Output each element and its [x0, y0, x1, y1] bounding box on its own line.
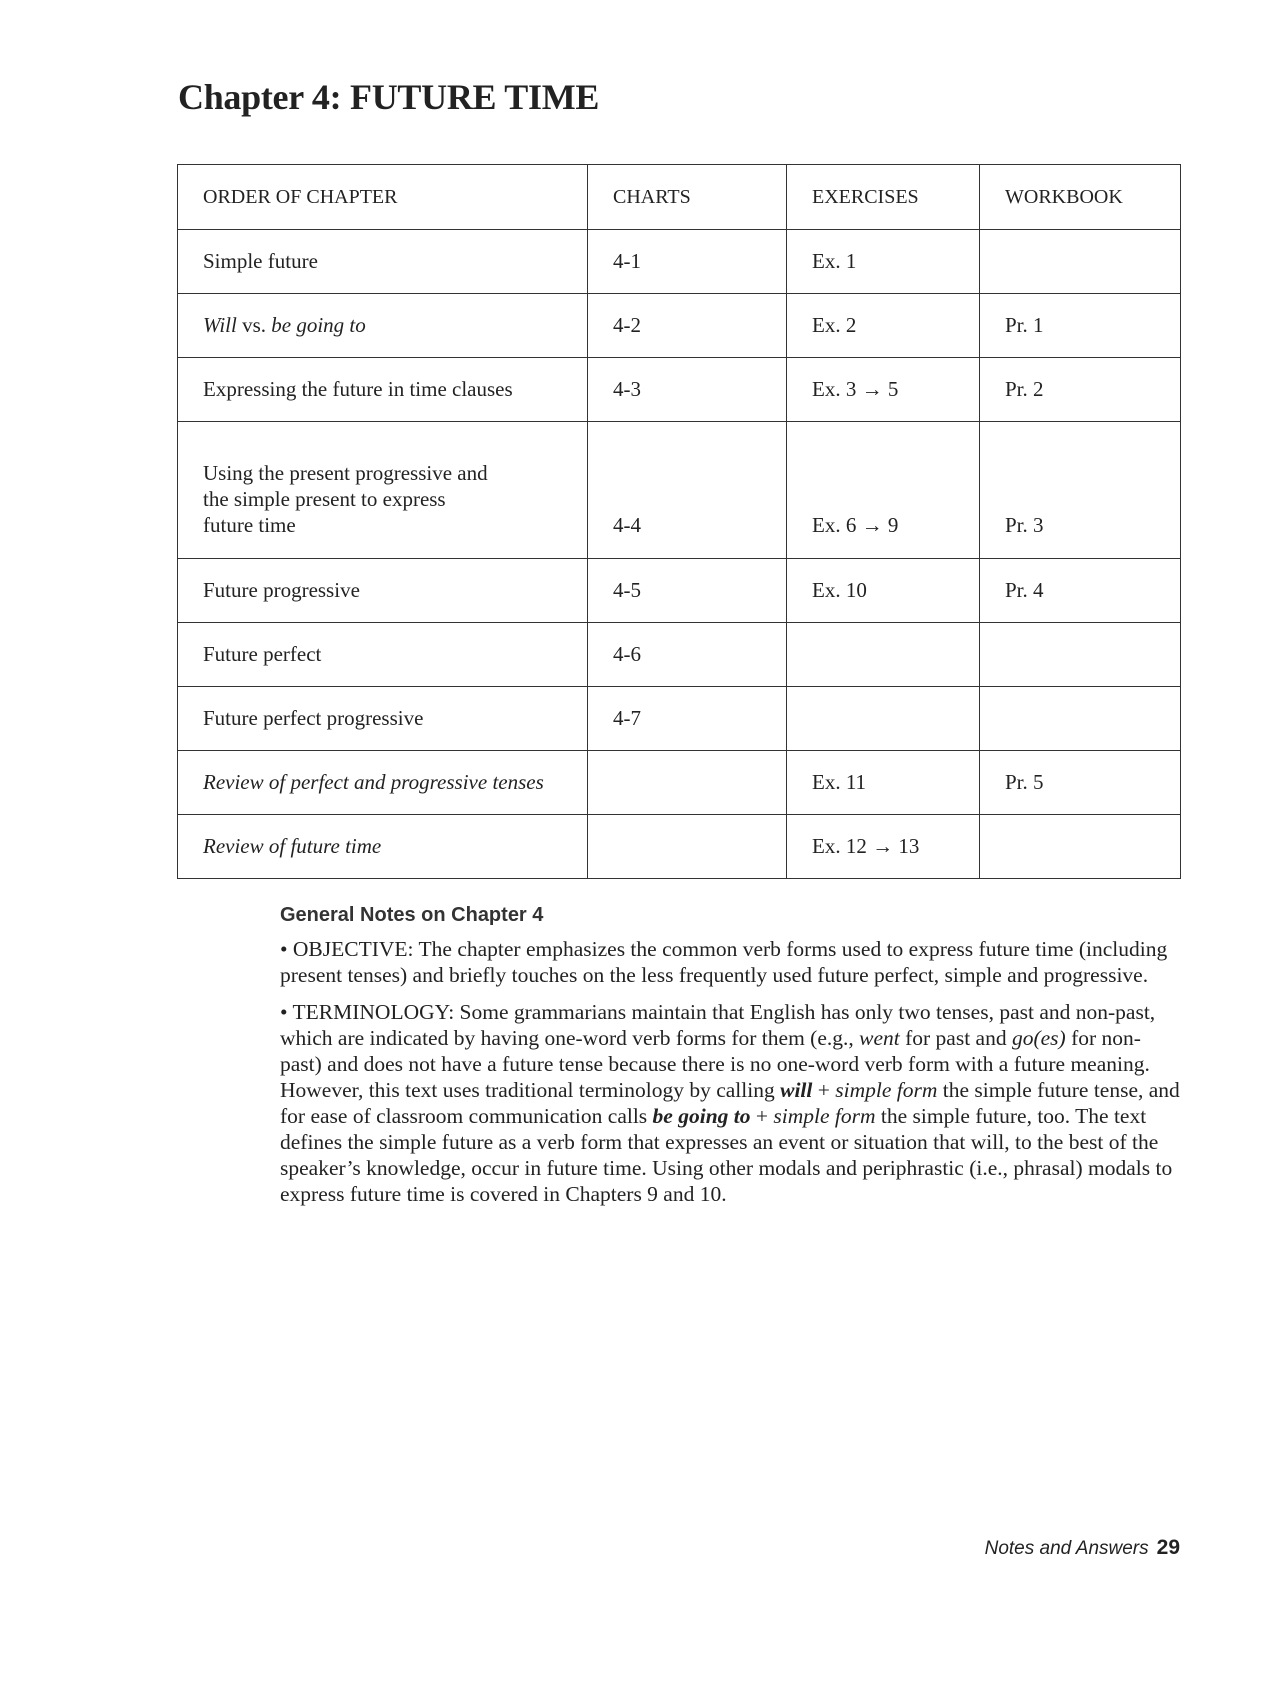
- chart-cell: 4-5: [588, 559, 787, 623]
- topic-cell: Future perfect progressive: [178, 687, 588, 751]
- terminology-text: the simple future, too. The text defines the simple future as a verb form that expresses an event or situation that will, to the best of the speaker’s knowledge, occur in future time. Using other modals and periphrastic (i.e., phrasal) modals to express future time is covered in Chapters 9 and 10.: [280, 1104, 1173, 1206]
- table-row: [178, 294, 1181, 358]
- topic-cell: [178, 422, 588, 559]
- topic-cell: Expressing the future in time clauses: [178, 358, 588, 422]
- topic-cell: Future progressive: [178, 559, 588, 623]
- table-row: [178, 751, 1181, 815]
- header-workbook: WORKBOOK: [980, 165, 1181, 230]
- topic-line: Using the present progressive and: [203, 461, 488, 485]
- workbook-cell: Pr. 1: [980, 294, 1181, 358]
- chart-cell: 4-1: [588, 230, 787, 294]
- exercise-cell: [787, 623, 980, 687]
- example-went: went: [859, 1026, 900, 1050]
- topic-vs: vs.: [236, 313, 272, 337]
- chart-cell: 4-7: [588, 687, 787, 751]
- general-notes: [280, 904, 1180, 1218]
- table-header-row: [178, 165, 1181, 230]
- chart-cell: 4-3: [588, 358, 787, 422]
- terminology-text: the simple future tense, and for ease of classroom communication calls: [280, 1078, 1180, 1128]
- term-be-going-to: be going to: [652, 1104, 751, 1128]
- workbook-cell: Pr. 4: [980, 559, 1181, 623]
- workbook-cell: [980, 623, 1181, 687]
- terminology-text: for past and: [899, 1026, 1012, 1050]
- chapter-title: Chapter 4: FUTURE TIME: [178, 77, 600, 117]
- topic-be-going-to: be going to: [271, 313, 366, 337]
- topic-cell: Review of perfect and progressive tenses: [178, 751, 588, 815]
- chart-cell: 4-4: [588, 422, 787, 559]
- exercise-cell: Ex. 6 → 9: [787, 422, 980, 559]
- topic-cell: Future perfect: [178, 623, 588, 687]
- topic-line: the simple present to express: [203, 487, 446, 511]
- exercise-cell: Ex. 10: [787, 559, 980, 623]
- workbook-cell: Pr. 3: [980, 422, 1181, 559]
- topic-cell: Simple future: [178, 230, 588, 294]
- exercise-cell: Ex. 3 → 5: [787, 358, 980, 422]
- exercise-cell: Ex. 11: [787, 751, 980, 815]
- table-row: [178, 230, 1181, 294]
- exercise-cell: Ex. 12 → 13: [787, 815, 980, 879]
- topic-cell: [178, 294, 588, 358]
- term-simple-form: simple form: [773, 1104, 876, 1128]
- chart-cell: 4-6: [588, 623, 787, 687]
- topic-cell: Review of future time: [178, 815, 588, 879]
- example-goes: go(es): [1011, 1026, 1066, 1050]
- table-row: [178, 623, 1181, 687]
- chart-cell: [588, 751, 787, 815]
- header-charts: CHARTS: [588, 165, 787, 230]
- terminology-text: for non-past) and does not have a future tense because there is no one-word verb form with a future meaning. However, this text uses traditional terminology by calling: [280, 1026, 1150, 1102]
- chapter-order-table: [177, 164, 1181, 879]
- table-row: [178, 559, 1181, 623]
- topic-line: future time: [203, 513, 296, 537]
- workbook-cell: [980, 230, 1181, 294]
- table-row: [178, 422, 1181, 559]
- exercise-cell: Ex. 2: [787, 294, 980, 358]
- page-footer: [985, 1536, 1180, 1560]
- objective-paragraph: • OBJECTIVE: The chapter emphasizes the common verb forms used to express future time (including present tenses) and briefly touches on the less frequently used future perfect, simple and progressive.: [280, 937, 1168, 987]
- plus-sign: +: [750, 1104, 774, 1128]
- notes-heading: General Notes on Chapter 4: [280, 904, 544, 926]
- workbook-cell: Pr. 2: [980, 358, 1181, 422]
- topic-will: Will: [203, 313, 237, 337]
- term-simple-form: simple form: [835, 1078, 938, 1102]
- workbook-cell: [980, 687, 1181, 751]
- exercise-cell: [787, 687, 980, 751]
- terminology-text: • TERMINOLOGY: Some grammarians maintain that English has only two tenses, past and non-past, which are indicated by having one-word verb forms for them (e.g.,: [280, 1000, 1156, 1050]
- table-row: [178, 815, 1181, 879]
- table-row: [178, 358, 1181, 422]
- workbook-cell: [980, 815, 1181, 879]
- header-order-of-chapter: ORDER OF CHAPTER: [178, 165, 588, 230]
- workbook-cell: Pr. 5: [980, 751, 1181, 815]
- chart-cell: 4-2: [588, 294, 787, 358]
- page-number: 29: [1156, 1536, 1180, 1559]
- header-exercises: EXERCISES: [787, 165, 980, 230]
- plus-sign: +: [812, 1078, 836, 1102]
- exercise-cell: Ex. 1: [787, 230, 980, 294]
- term-will: will: [780, 1078, 813, 1102]
- footer-label: Notes and Answers: [984, 1538, 1149, 1559]
- table-row: [178, 687, 1181, 751]
- chart-cell: [588, 815, 787, 879]
- terminology-paragraph: [280, 999, 1180, 1207]
